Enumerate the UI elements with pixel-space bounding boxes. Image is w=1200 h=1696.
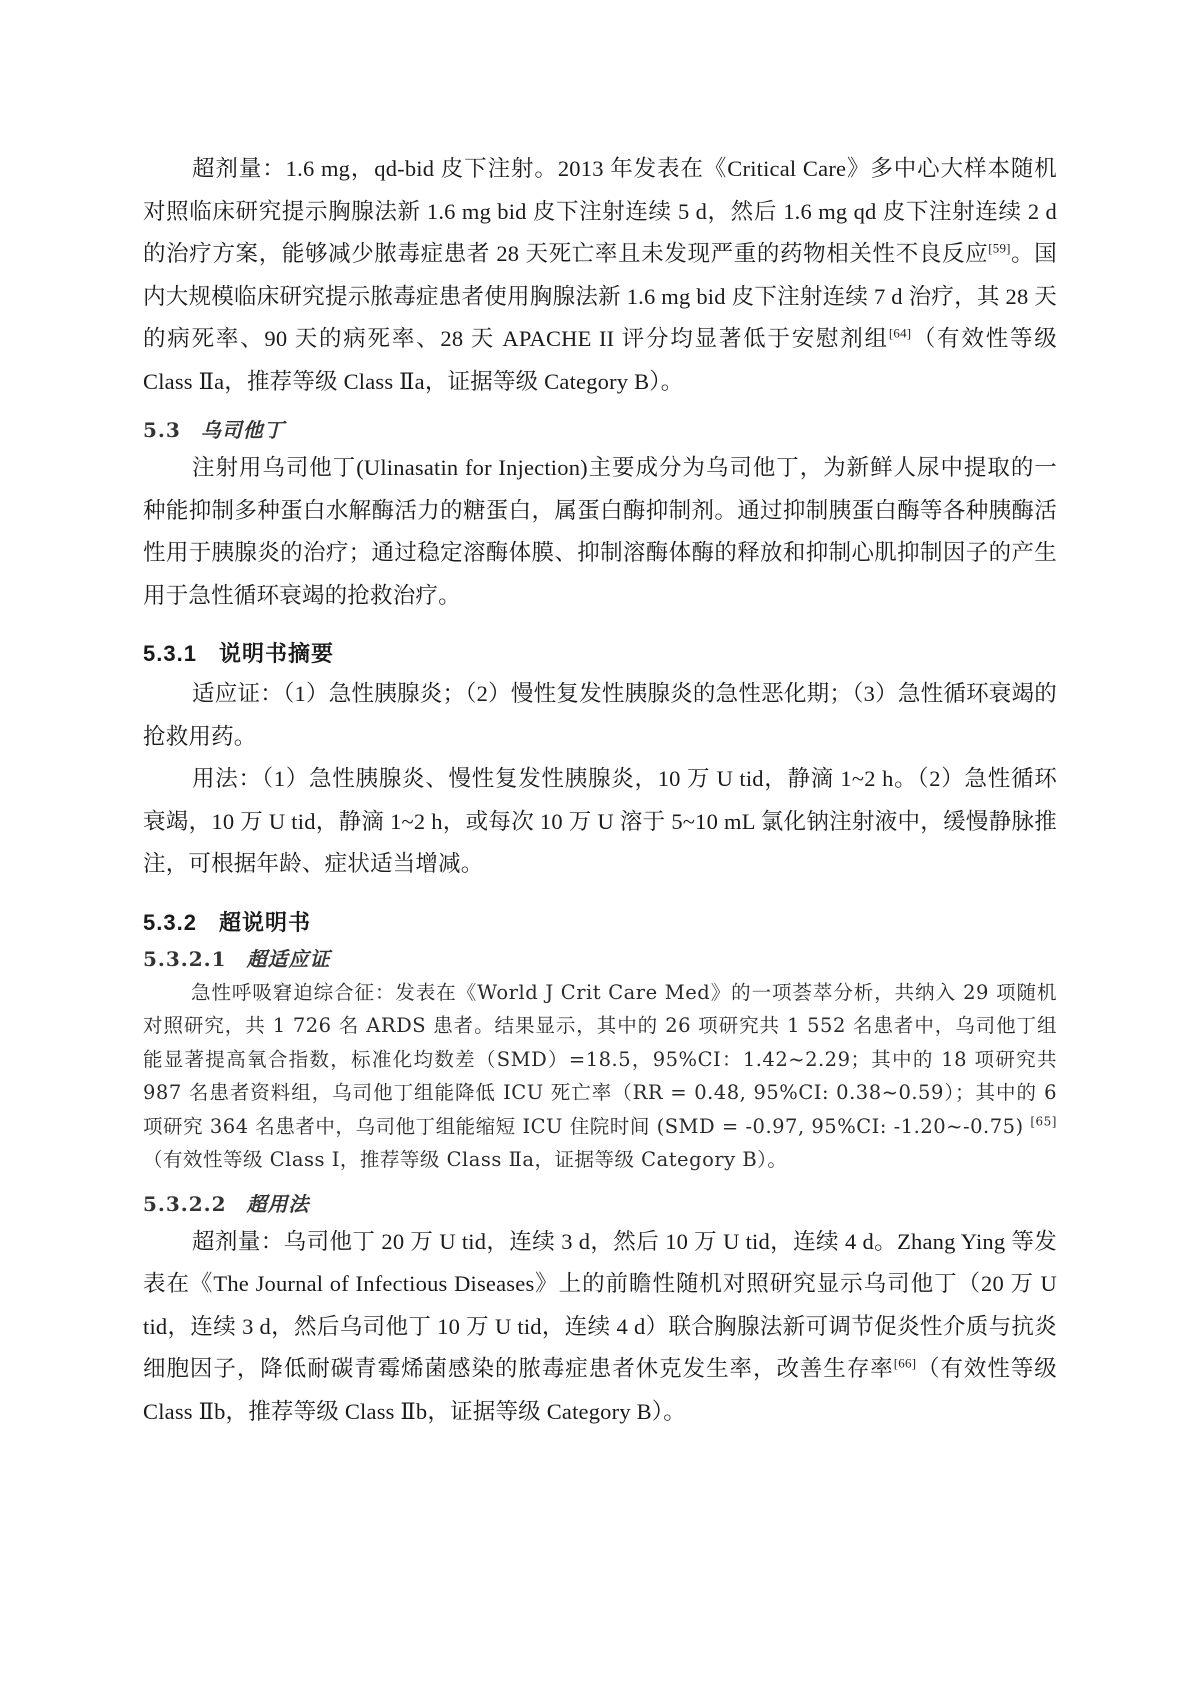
section-number: 5.3.1 [143, 641, 197, 666]
paragraph-ards-meta-analysis [143, 976, 1057, 1177]
citation-ref: [65] [1030, 1114, 1057, 1128]
paragraph-usage [143, 758, 1057, 886]
paragraph-text: 用法：（1）急性胰腺炎、慢性复发性胰腺炎，10 万 U tid，静滴 1~2 h。（2）急性循环衰竭，10 万 U tid，静滴 1~2 h，或每次 10 万 U 溶于 5~10 mL 氯化钠注射液中，缓慢静脉推注，可根据年龄、症状适当增减。 [143, 766, 1057, 876]
section-heading-5-3-1 [143, 635, 1057, 673]
section-title: 超说明书 [218, 909, 311, 935]
paragraph-text: （有效性等级 Class I，推荐等级 Class Ⅱa，证据等级 Category B）。 [143, 1148, 788, 1171]
paragraph-text: 急性呼吸窘迫综合征：发表在《World J Crit Care Med》的一项荟萃分析，共纳入 29 项随机对照研究，共 1 726 名 ARDS 患者。结果显示，其中的 26 项研究共 1 552 名患者中，乌司他丁组能显著提高氧合指数，标准化均数差（SMD）=18.5，95%CI：1.42~2.29；其中的 18 项研究共 987 名患者资料组，乌司他丁组能降低 ICU 死亡率（RR = 0.48, 95%CI: 0.38~0.59）；其中的 6 项研究 364 名患者中，乌司他丁组能缩短 ICU 住院时间 (SMD = -0.97, 95%CI: -1.20~-0.75) [143, 980, 1057, 1138]
section-number: 5.3.2 [143, 909, 197, 935]
section-title: 说明书摘要 [218, 641, 334, 666]
paragraph-text: 注射用乌司他丁(Ulinasatin for Injection)主要成分为乌司他丁，为新鲜人尿中提取的一种能抑制多种蛋白水解酶活力的糖蛋白，属蛋白酶抑制剂。通过抑制胰蛋白酶等各种胰酶活性用于胰腺炎的治疗；通过稳定溶酶体膜、抑制溶酶体酶的释放和抑制心肌抑制因子的产生用于急性循环衰竭的抢救治疗。 [143, 455, 1057, 608]
citation-ref: [59] [988, 240, 1011, 256]
citation-ref: [64] [888, 325, 912, 341]
paragraph-text: （有效性等级 Class Ⅱb，推荐等级 Class Ⅱb，证据等级 Category B）。 [143, 1356, 1058, 1424]
paragraph-text: （有效性等级 Class Ⅱa，推荐等级 Class Ⅱa，证据等级 Category B）。 [143, 326, 1058, 394]
paragraph-ulinastatin-intro [143, 447, 1057, 617]
paragraph-text: 超剂量：乌司他丁 20 万 U tid，连续 3 d，然后 10 万 U tid，连续 4 d。Zhang Ying 等发表在《The Journal of Infectious Diseases》上的前瞻性随机对照研究显示乌司他丁（20 万 U tid，连续 3 d，然后乌司他丁 10 万 U tid，连续 4 d）联合胸腺法新可调节促炎性介质与抗炎细胞因子，降低耐碳青霉烯菌感染的脓毒症患者休克发生率，改善生存率 [143, 1228, 1057, 1381]
paragraph-text: 超剂量：1.6 mg，qd-bid 皮下注射。2013 年发表在《Critical Care》多中心大样本随机对照临床研究提示胸腺法新 1.6 mg bid 皮下注射连续 5 d，然后 1.6 mg qd 皮下注射连续 2 d 的治疗方案，能够减少脓毒症患者 28 天死亡率且未发现严重的药物相关性不良反应 [143, 156, 1057, 266]
section-number: 5.3 [143, 418, 181, 442]
section-title: 乌司他丁 [200, 418, 285, 442]
section-heading-5-3-2 [143, 904, 1057, 942]
paragraph-indications [143, 673, 1057, 758]
paragraph-text: 。国内大规模临床研究提示脓毒症患者使用胸腺法新 1.6 mg bid 皮下注射连续 7 d 治疗，其 28 天的病死率、90 天的病死率、28 天 APACHE II 评分均显著低于安慰剂组 [143, 241, 1057, 351]
section-heading-5-3-2-2 [143, 1187, 1057, 1221]
section-title: 超用法 [246, 1191, 310, 1216]
section-heading-5-3 [143, 413, 1057, 447]
paragraph-ulinastatin-overdose [143, 1221, 1057, 1434]
paragraph-text: 适应证：（1）急性胰腺炎；（2）慢性复发性胰腺炎的急性恶化期；（3）急性循环衰竭的抢救用药。 [143, 681, 1057, 749]
document-body [143, 148, 1057, 1433]
section-heading-5-3-2-1 [143, 942, 1057, 976]
citation-ref: [66] [893, 1355, 917, 1371]
section-number: 5.3.2.2 [143, 1191, 227, 1216]
paragraph-thymalfasin-overdose [143, 148, 1057, 403]
section-number: 5.3.2.1 [143, 946, 227, 971]
section-title: 超适应证 [246, 946, 331, 971]
